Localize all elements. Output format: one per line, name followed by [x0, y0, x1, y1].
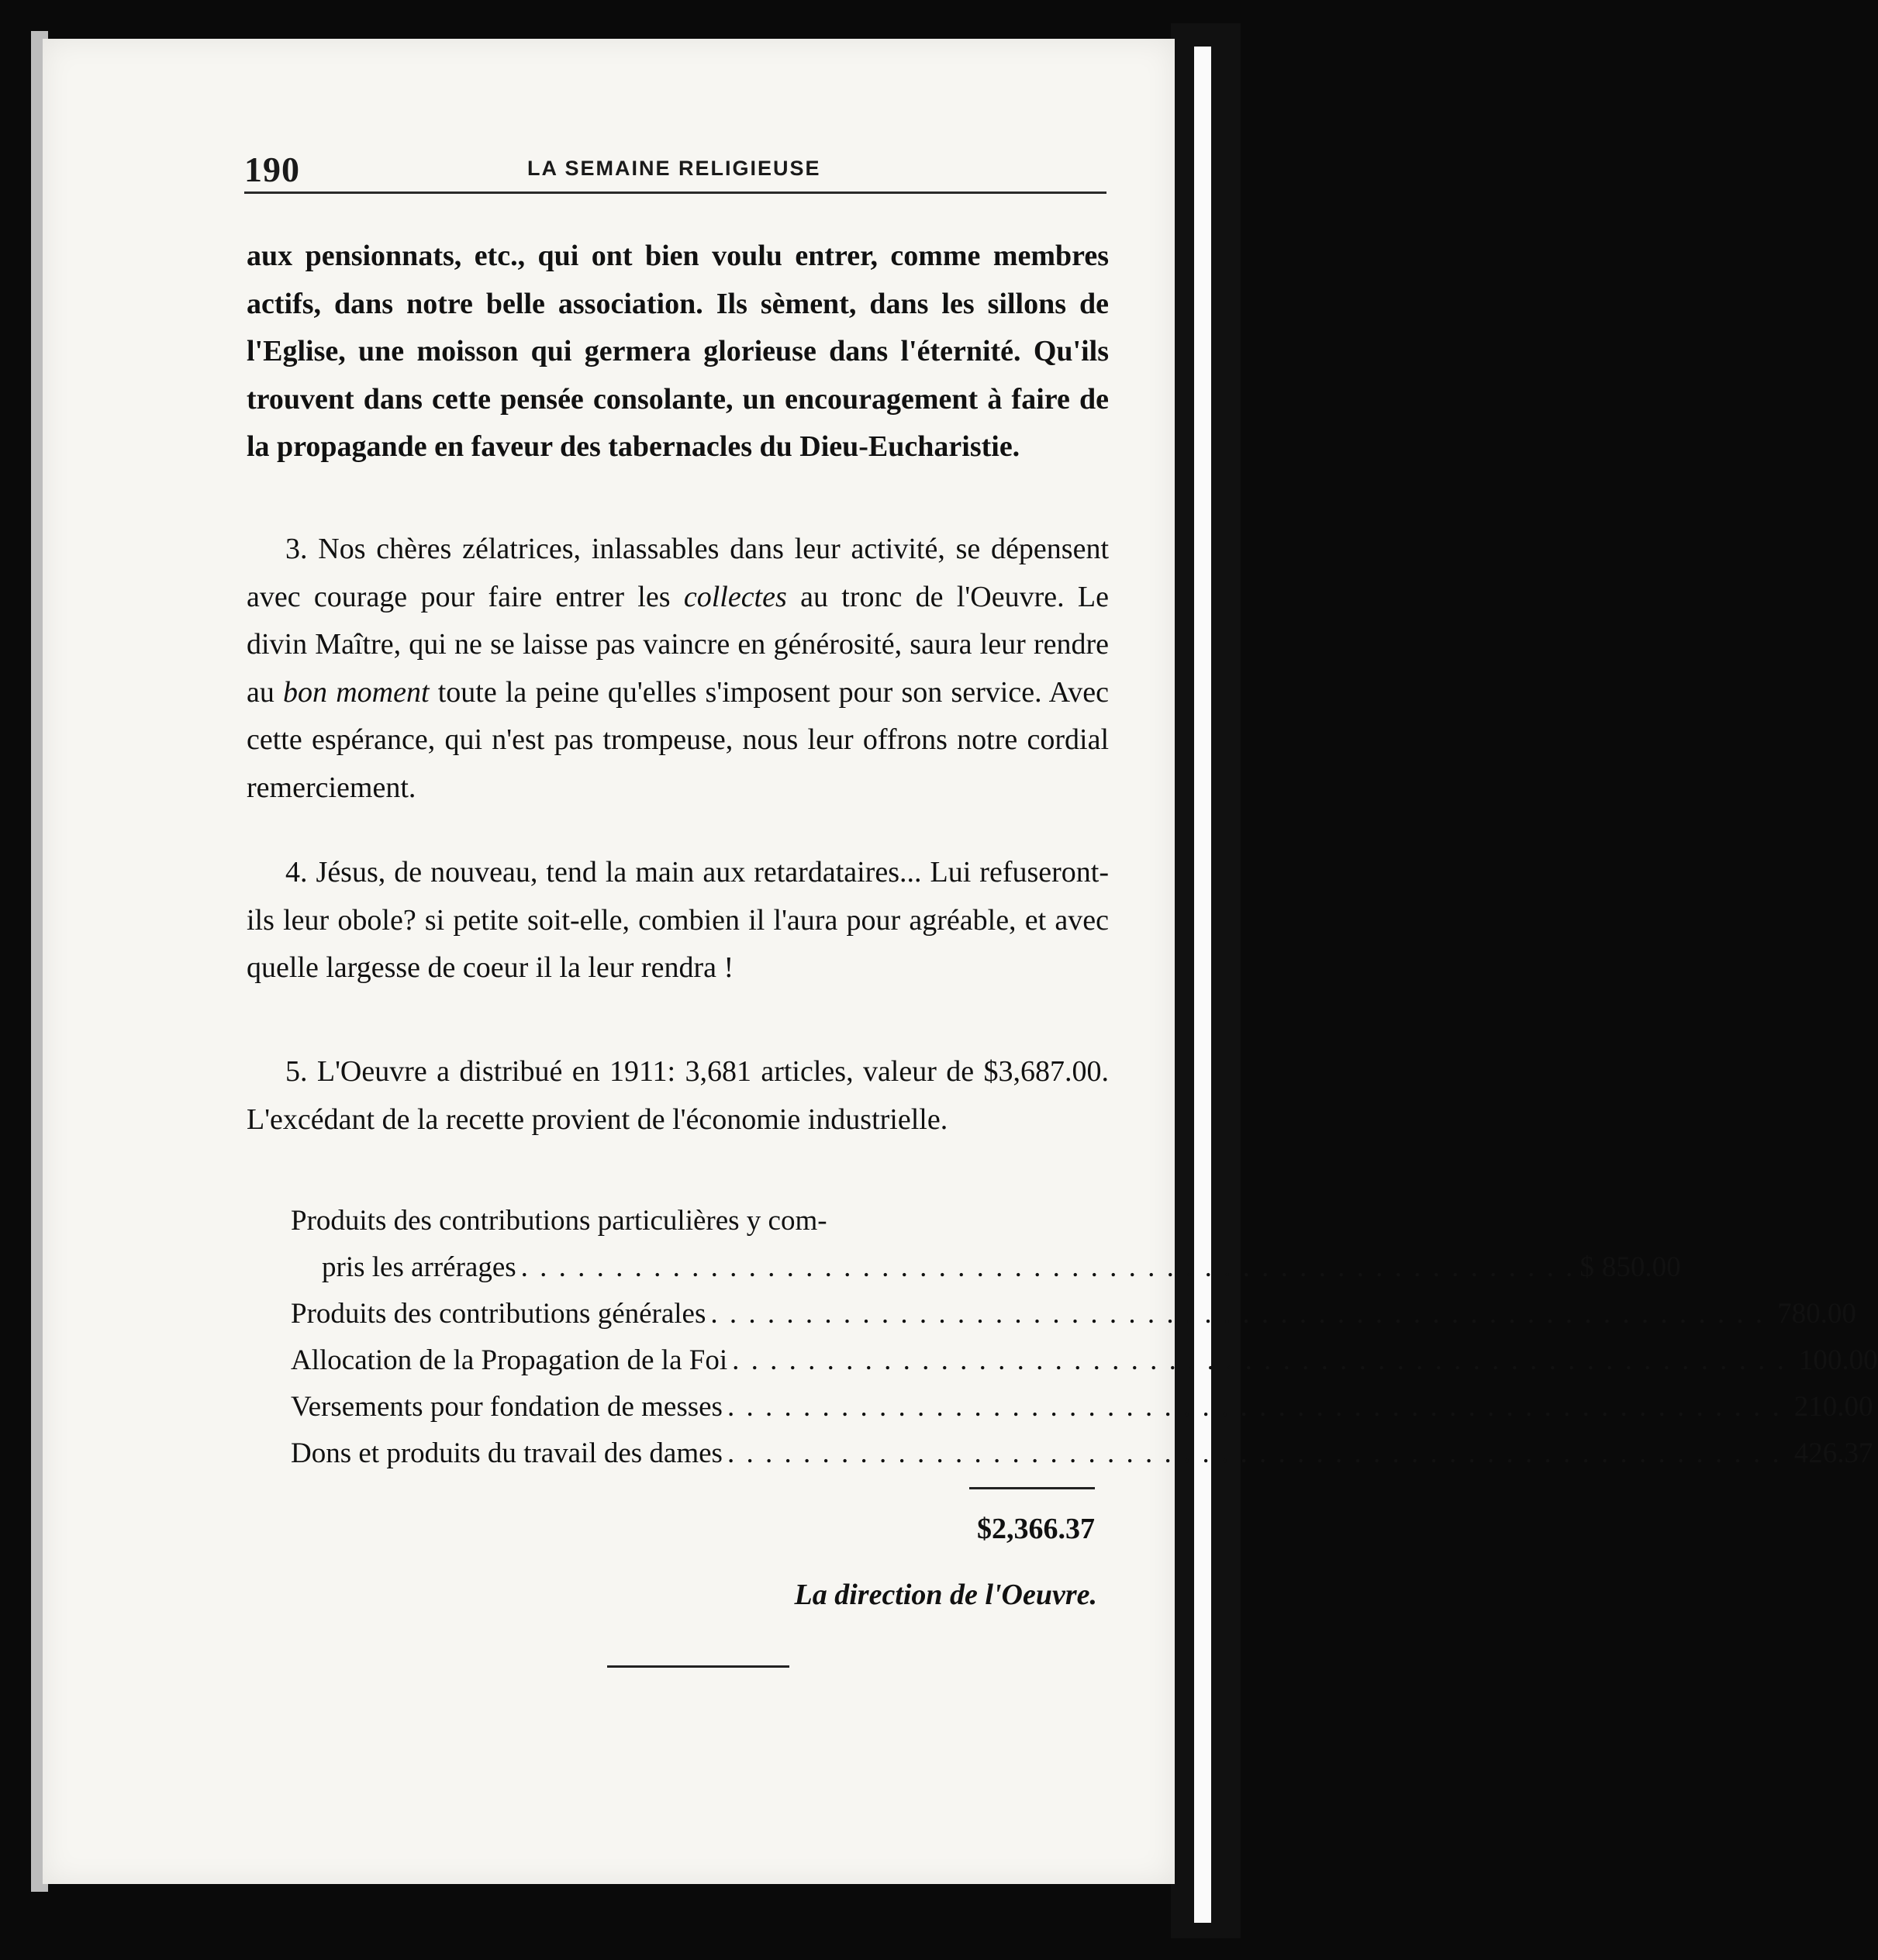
leader-dots: . . . . . . . . . . . . . . . . . . . . . . . . . . . . . . . . . . . . . . . . . . . . . . . . . . . . . . . .	[727, 1391, 1782, 1423]
header-rule	[244, 192, 1106, 194]
paragraph-5: 5. L'Oeuvre a distribué en 1911: 3,681 articles, valeur de $3,687.00. L'excédant de la recette provient de l'économie industrielle.	[247, 1055, 1109, 1136]
paragraph-3	[247, 526, 1109, 812]
page-header	[244, 147, 1105, 194]
total-rule	[969, 1487, 1095, 1489]
paragraph-3-text-a: 3. Nos chères zélatrices, inlassables dans leur activité, se dépensent avec courage pour faire entrer les	[247, 533, 1109, 613]
ledger-row	[291, 1430, 1873, 1477]
ledger-row	[291, 1337, 1878, 1384]
leader-dots: . . . . . . . . . . . . . . . . . . . . . . . . . . . . . . . . . . . . . . . . . . . . . . . . . . . . . . . .	[732, 1344, 1787, 1376]
paragraph-3-text-e: toute la peine qu'elles s'imposent pour son service. Avec cette espérance, qui n'est pas trompeuse, nous leur offrons notre cordial remerciement.	[247, 675, 1109, 804]
ledger-row-label: pris les arrérages	[322, 1251, 516, 1283]
leader-dots: . . . . . . . . . . . . . . . . . . . . . . . . . . . . . . . . . . . . . . . . . . . . . . . . . . . . . . . .	[710, 1298, 1766, 1330]
ledger-row-amount: 780.00	[1777, 1298, 1856, 1330]
ledger-row-amount: 210.00	[1793, 1391, 1873, 1423]
ledger-intro-line: Produits des contributions particulières y com-	[291, 1205, 827, 1237]
ledger-total: $2,366.37	[977, 1513, 1095, 1545]
currency-sign: $	[1579, 1251, 1594, 1283]
paragraph-3-text-c: au tronc de l'Oeuvre. Le divin Maître, qui ne se laisse pas vaincre en générosité, saura leur rendre au	[247, 580, 1110, 709]
ledger-row-label: Produits des contributions générales	[291, 1298, 706, 1330]
paragraph-4: 4. Jésus, de nouveau, tend la main aux retardataires... Lui refuseront-ils leur obole? si petite soit-elle, combien il l'aura pour agréable, et avec quelle largesse de coeur il la leur rendra !	[247, 856, 1109, 984]
facing-page-strip	[1194, 47, 1211, 1923]
ledger-row	[291, 1291, 1856, 1337]
ledger-row	[291, 1244, 1681, 1291]
paragraph-continuation: aux pensionnats, etc., qui ont bien voulu entrer, comme membres actifs, dans notre belle association. Ils sèment, dans les sillons de l'Eglise, une moisson qui germera glorieuse dans l'éternité. Qu'ils trouvent dans cette pensée consolante, un encouragement à faire de la propagande en faveur des tabernacles du Dieu-Eucharistie.	[247, 240, 1109, 463]
signature: La direction de l'Oeuvre.	[794, 1579, 1097, 1611]
ledger-table	[291, 1198, 1878, 1477]
end-rule	[607, 1665, 789, 1668]
paragraph-3-italic-bon-moment: bon moment	[283, 675, 430, 709]
leader-dots: . . . . . . . . . . . . . . . . . . . . . . . . . . . . . . . . . . . . . . . . . . . . . . . . . . . . . . . .	[520, 1251, 1576, 1283]
ledger-row-amount: 426.37	[1793, 1437, 1873, 1469]
ledger-row-label: Versements pour fondation de messes	[291, 1391, 723, 1423]
page-number: 190	[244, 150, 300, 189]
ledger-row-label: Allocation de la Propagation de la Foi	[291, 1344, 728, 1376]
ledger-row-amount: 850.00	[1601, 1251, 1681, 1283]
ledger-row-amount: 100.00	[1798, 1344, 1878, 1376]
leader-dots: . . . . . . . . . . . . . . . . . . . . . . . . . . . . . . . . . . . . . . . . . . . . . . . . . . . . . . . .	[727, 1437, 1782, 1469]
ledger-row	[291, 1384, 1873, 1430]
ledger-row-label: Dons et produits du travail des dames	[291, 1437, 723, 1469]
running-title: LA SEMAINE RELIGIEUSE	[527, 157, 821, 180]
paragraph-3-italic-collectes: collectes	[683, 580, 787, 613]
